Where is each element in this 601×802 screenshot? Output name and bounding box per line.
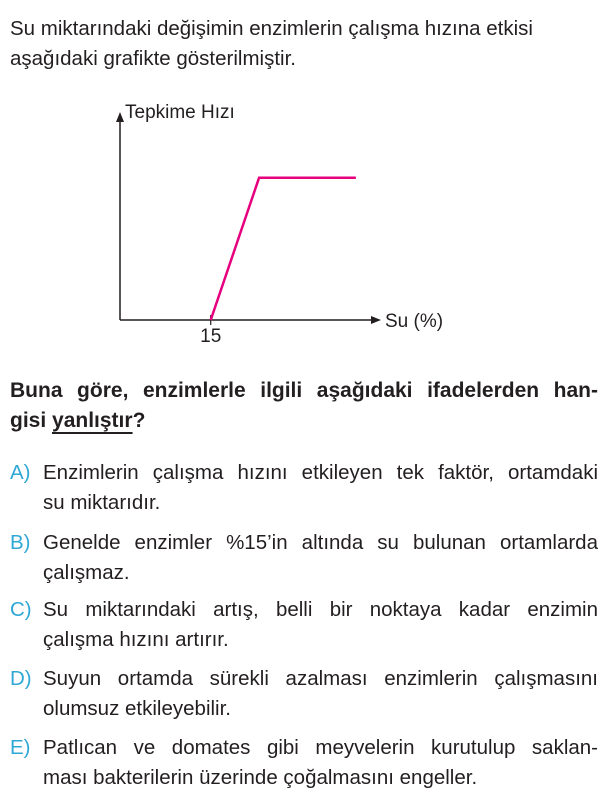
- option-line: çalışmaz.: [43, 561, 130, 584]
- option-line: Enzimlerin çalışma hızını etkileyen tek faktör, ortamdaki: [43, 461, 598, 484]
- intro-text: [10, 14, 594, 74]
- option-c[interactable]: [10, 595, 598, 655]
- option-line: su miktarıdır.: [43, 491, 161, 514]
- intro-line-2: aşağıdaki grafikte gösterilmiştir.: [10, 47, 296, 70]
- option-text: [43, 664, 598, 724]
- question-line-1: Buna göre, enzimlerle ilgili aşağıdaki ifadelerden han-: [10, 379, 598, 402]
- option-a[interactable]: [10, 458, 598, 518]
- option-line: çalışma hızını artırır.: [43, 628, 229, 651]
- series-group: [211, 178, 356, 320]
- option-line: Suyun ortamda sürekli azalması enzimlerin çalışmasını: [43, 667, 598, 690]
- option-line: Patlıcan ve domates gibi meyvelerin kurutulup saklan-: [43, 736, 598, 759]
- option-b[interactable]: [10, 528, 598, 588]
- option-text: [43, 733, 598, 793]
- y-axis-arrow: [116, 112, 124, 122]
- option-text: [43, 458, 598, 518]
- x-axis-arrow: [371, 316, 381, 324]
- option-e[interactable]: [10, 733, 598, 793]
- question-emphasis: yanlıştır: [52, 409, 133, 432]
- option-letter: E): [10, 736, 31, 759]
- option-letter: A): [10, 461, 31, 484]
- y-axis-label: Tepkime Hızı: [125, 102, 235, 123]
- intro-line-1: Su miktarındaki değişimin enzimlerin çalışma hızına etkisi: [10, 17, 533, 40]
- option-letter: D): [10, 667, 32, 690]
- option-letter: C): [10, 598, 32, 621]
- question-prefix: gisi: [10, 409, 53, 432]
- option-letter: B): [10, 531, 31, 554]
- enzyme-rate-chart: [100, 100, 470, 350]
- x-tick-label: 15: [200, 326, 222, 347]
- option-line: Su miktarındaki artış, belli bir noktaya kadar enzimin: [43, 598, 598, 621]
- option-line: ması bakterilerin üzerinde çoğalmasını engeller.: [43, 766, 478, 789]
- question-suffix: ?: [132, 409, 146, 432]
- question-line-2: [10, 409, 145, 432]
- option-line: olumsuz etkileyebilir.: [43, 697, 231, 720]
- option-line: Genelde enzimler %15’in altında su bulunan ortamlarda: [43, 531, 598, 554]
- question: [10, 376, 598, 436]
- option-d[interactable]: [10, 664, 598, 724]
- x-axis-label: Su (%): [385, 311, 444, 332]
- series-line: [211, 178, 356, 320]
- option-text: [43, 528, 598, 588]
- option-text: [43, 595, 598, 655]
